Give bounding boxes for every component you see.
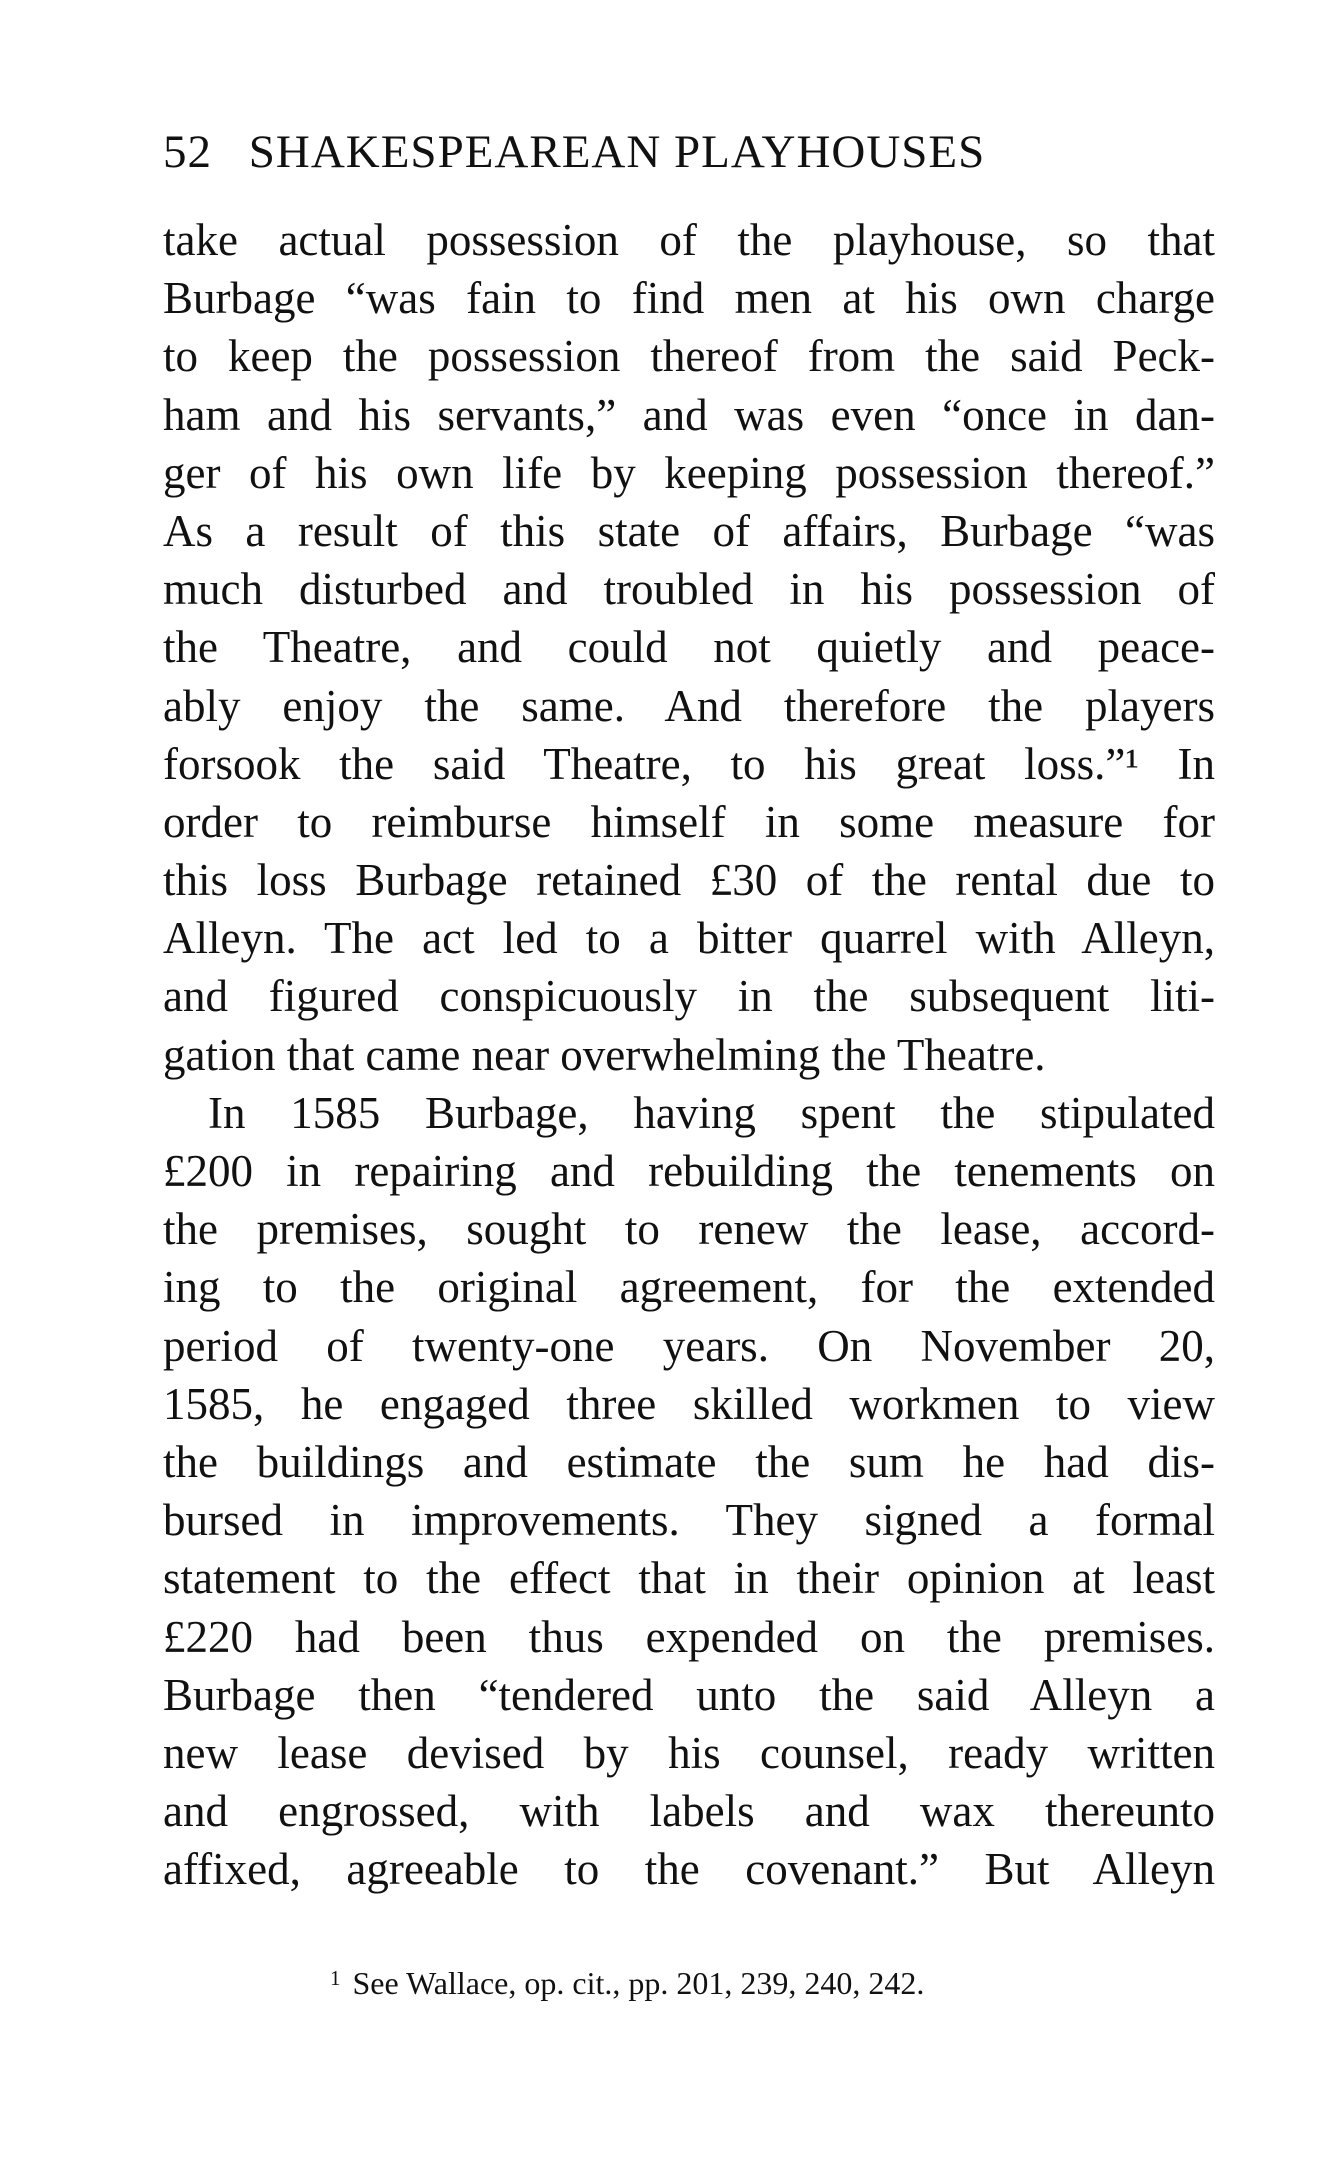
text-line: this loss Burbage retained £30 of the rental due to — [163, 855, 1215, 906]
body-text — [163, 211, 1215, 1898]
text-line: new lease devised by his counsel, ready written — [163, 1727, 1215, 1778]
text-line: Burbage “was fain to find men at his own charge — [163, 273, 1215, 324]
text-line: Burbage then “tendered unto the said Alleyn a — [163, 1669, 1215, 1720]
text-line: and engrossed, with labels and wax thereunto — [163, 1786, 1215, 1837]
text-line: the buildings and estimate the sum he had dis- — [163, 1436, 1215, 1487]
paragraph-first-line: In 1585 Burbage, having spent the stipulated — [208, 1087, 1215, 1138]
text-line: take actual possession of the playhouse, so that — [163, 215, 1215, 265]
text-line: ham and his servants,” and was even “once in dan- — [163, 389, 1215, 440]
text-line: much disturbed and troubled in his possession of — [163, 564, 1215, 615]
book-title: SHAKESPEAREAN PLAYHOUSES — [248, 126, 986, 178]
text-line: affixed, agreeable to the covenant.” But Alleyn — [163, 1844, 1215, 1895]
text-line: the Theatre, and could not quietly and peace- — [163, 622, 1215, 673]
text-line: forsook the said Theatre, to his great loss.”¹ In — [163, 738, 1215, 789]
text-line: ing to the original agreement, for the extended — [163, 1262, 1215, 1313]
text-line: ger of his own life by keeping possession thereof.” — [163, 447, 1215, 498]
text-line: and figured conspicuously in the subsequent liti- — [163, 971, 1215, 1022]
footnote-marker: 1 — [330, 1966, 341, 1990]
text-line: statement to the effect that in their opinion at least — [163, 1553, 1215, 1604]
text-line: gation that came near overwhelming the Theatre. — [163, 1029, 1046, 1080]
text-line: As a result of this state of affairs, Burbage “was — [163, 505, 1215, 556]
text-line: period of twenty-one years. On November 20, — [163, 1320, 1215, 1371]
text-line: bursed in improvements. They signed a formal — [163, 1495, 1215, 1546]
text-line: ably enjoy the same. And therefore the players — [163, 680, 1215, 731]
text-line: to keep the possession thereof from the said Peck- — [163, 331, 1215, 382]
page-number: 52 — [163, 126, 212, 178]
text-line: Alleyn. The act led to a bitter quarrel with Alleyn, — [163, 913, 1215, 964]
text-line: order to reimburse himself in some measure for — [163, 796, 1215, 847]
footnote-text: See Wallace, op. cit., pp. 201, 239, 240, 242. — [352, 1965, 925, 2001]
footnote — [330, 1956, 1190, 2005]
text-line: £200 in repairing and rebuilding the tenements on — [163, 1146, 1215, 1196]
running-head — [163, 122, 1213, 182]
text-line: £220 had been thus expended on the premises. — [163, 1611, 1215, 1662]
text-line: the premises, sought to renew the lease, accord- — [163, 1204, 1215, 1255]
text-line: 1585, he engaged three skilled workmen to view — [163, 1378, 1215, 1429]
